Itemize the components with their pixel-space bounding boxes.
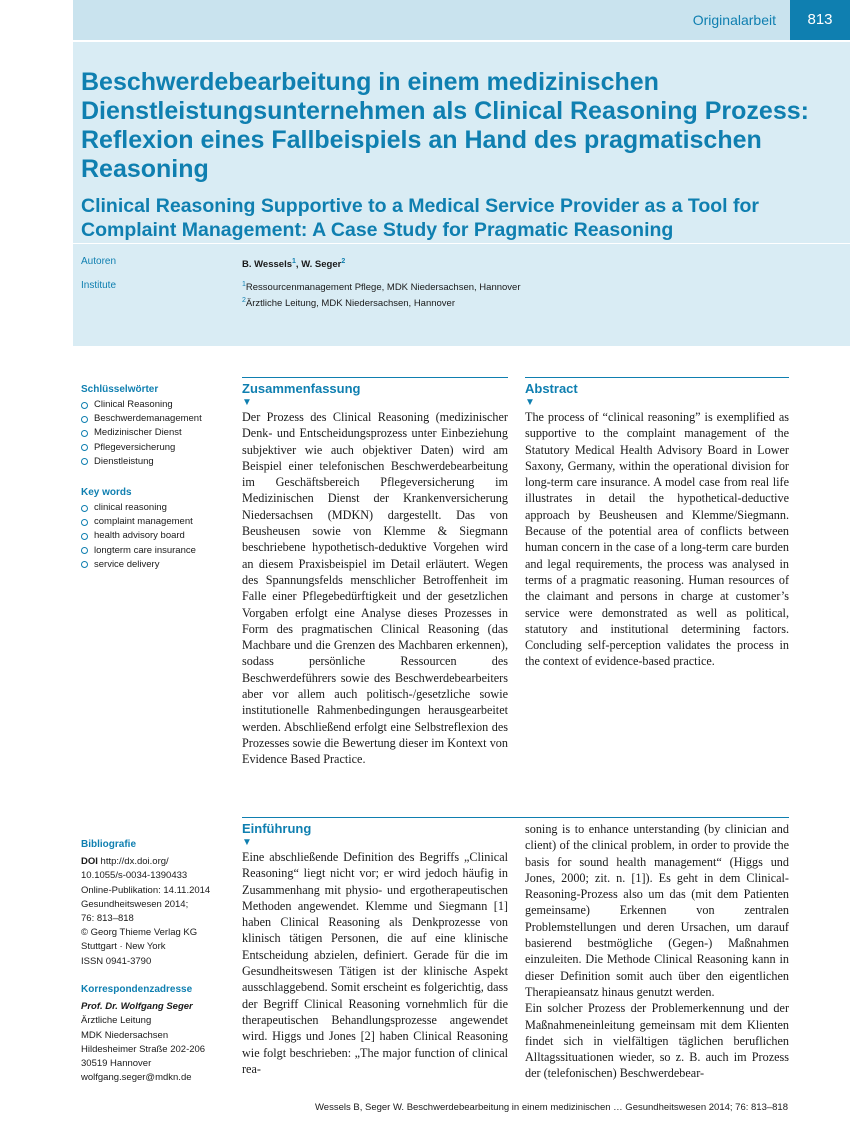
title-german: Beschwerdebearbeitung in einem medizinischen Dienstleistungsunternehmen als Clinical Reasoning Prozess: Reflexion eines Fallbeispiels an Hand des pragmatischen Reasoning: [81, 68, 809, 183]
bibliography-heading: Bibliografie: [81, 839, 137, 850]
bullet-icon: [81, 458, 88, 465]
abstract-section: [525, 381, 789, 670]
einfuehrung-col2: [525, 821, 789, 1082]
bullet-icon: [81, 547, 88, 554]
authors-label: Autoren: [81, 256, 117, 267]
einfuehrung-text-3: Ein solcher Prozess der Problemerkennung und der Maßnahmeneinleitung gemeinsam mit dem Klienten findet sich in vielfältigen täglichen beruflichen Alltagssituationen wieder, so z. B. auch im Prozess der (telefonischen) Beschwerdebear-: [525, 1001, 789, 1081]
section-rule: [242, 817, 789, 818]
keyword-item: health advisory board: [81, 529, 231, 543]
correspondence-line: Hildesheimer Straße 202-206: [81, 1043, 206, 1055]
einfuehrung-text-1: Eine abschließende Definition des Begriffs „Clinical Reasoning“ liegt nicht vor; er wird jedoch häufig in Zusammenhang mit physio- und ergotherapeutischen Methoden angewendet. Klemme und Siegmann [1] haben Clinical Reasoning als Denkprozesse von klinisch tätigen Personen, die auf eine klinische Entscheidung abzielen, definiert. Gerade für die im Gesundheitswesen Tätigen ist der klinische Aspekt ausschlaggebend. Somit erscheint es folgerichtig, dass der Begriff Clinical Reasoning vornehmlich für die therapeutischen Behandlungsprozesse angewendet wird. Higgs und Jones [2] haben Clinical Reasoning wie folgt beschrieben: „The major function of clinical rea-: [242, 850, 508, 1076]
correspondence-block: [81, 983, 231, 1085]
publisher-city: Stuttgart · New York: [81, 941, 166, 953]
einfuehrung-col1: [242, 821, 508, 1077]
correspondence-line: 30519 Hannover: [81, 1058, 152, 1070]
article-type-label: Originalarbeit: [692, 12, 776, 28]
bullet-icon: [81, 505, 88, 512]
authors-value: B. Wessels$^1$, W. Seger$^2$: [242, 258, 346, 271]
author-2: W. Seger: [301, 259, 342, 271]
page-number: 813: [790, 0, 850, 40]
correspondence-name: Prof. Dr. Wolfgang Seger: [81, 1001, 193, 1013]
keyword-item: complaint management: [81, 515, 231, 529]
correspondence-line: Ärztliche Leitung: [81, 1015, 152, 1027]
correspondence-line: MDK Niedersachsen: [81, 1029, 169, 1041]
institutes-label: Institute: [81, 280, 117, 291]
author-1: B. Wessels: [242, 259, 292, 271]
title-divider: [73, 243, 850, 244]
triangle-marker-icon: ▼: [242, 837, 252, 848]
section-rule: [525, 377, 789, 378]
triangle-marker-icon: ▼: [242, 397, 252, 408]
keywords-en-heading: Key words: [81, 487, 132, 498]
keyword-item: service delivery: [81, 558, 231, 572]
keywords-en: [81, 487, 231, 572]
bullet-icon: [81, 402, 88, 409]
keyword-item: Pflegeversicherung: [81, 441, 231, 455]
bullet-icon: [81, 561, 88, 568]
keyword-item: clinical reasoning: [81, 501, 231, 515]
doi-url[interactable]: http://dx.doi.org/: [100, 856, 169, 868]
page-footer: Wessels B, Seger W. Beschwerdebearbeitung in einem medizinischen … Gesundheitswesen 2014; 76: 813–818: [315, 1102, 788, 1113]
institute-1: Ressourcenmanagement Pflege, MDK Niedersachsen, Hannover: [245, 282, 521, 294]
correspondence-email[interactable]: wolfgang.seger@mdkn.de: [81, 1072, 192, 1084]
keywords-de: [81, 384, 231, 469]
keyword-item: Dienstleistung: [81, 455, 231, 469]
abstract-text: The process of “clinical reasoning” is exemplified as supportive to the complaint management of the Statutory Medical Health Advisory Board in Lower Saxony, Germany, within the operational division for long-term care insurance. A model case from real life illustrates in detail the hypothetical-deductive approach by Beusheusen and Klemme/Siegmann. Because of the potential area of conflicts between human concern in the case of a long-term care burden and legal requirements, the process was analysed in terms of a pragmatic reasoning. Human resources of the claimant and persons in charge at customer’s service were demonstrated as well as political, statutory and institutional determining factors. Concluding self-perception validates the process in the context of evidence-based practice.: [525, 410, 789, 669]
keyword-item: Clinical Reasoning: [81, 398, 231, 412]
doi-label: DOI: [81, 856, 98, 868]
keyword-item: Medizinischer Dienst: [81, 426, 231, 440]
copyright: © Georg Thieme Verlag KG: [81, 927, 198, 939]
section-rule: [242, 377, 508, 378]
title-english: Clinical Reasoning Supportive to a Medical Service Provider as a Tool for Complaint Management: A Case Study for Pragmatic Reasoning: [81, 195, 759, 241]
keywords-de-heading: Schlüsselwörter: [81, 384, 159, 395]
bullet-icon: [81, 430, 88, 437]
abstract-heading: Abstract: [525, 381, 578, 396]
correspondence-heading: Korrespondenzadresse: [81, 984, 193, 995]
doi-id: 10.1055/s-0034-1390433: [81, 870, 188, 882]
institute-2: Ärztliche Leitung, MDK Niedersachsen, Hannover: [245, 297, 456, 309]
bibliography-block: [81, 838, 231, 969]
online-publication: Online-Publikation: 14.11.2014: [81, 884, 211, 896]
zusammenfassung-section: [242, 381, 508, 768]
einfuehrung-heading: Einführung: [242, 821, 312, 836]
einfuehrung-text-2: soning is to enhance unterstanding (by clinician and client) of the clinical problem, in order to provide the basis for sound health management“ (Higgs und Jones, 2000; zit. n. [1]). Es geht in dem Clinical-Reasoning-Prozess also um das (mit dem Patienten gemeinsame) Erkennen von zentralen Problemstellungen und deren Ursachen, um darauf basierend bestmögliche (Gegen-) Maßnahmen einzuleiten. Die Methode Clinical Reasoning kann in dieser Definition somit auch über den eigentlichen Therapieansatz hinaus genutzt werden.: [525, 822, 789, 999]
bullet-icon: [81, 444, 88, 451]
bullet-icon: [81, 533, 88, 540]
pages: 76: 813–818: [81, 913, 134, 925]
bullet-icon: [81, 416, 88, 423]
issn: ISSN 0941-3790: [81, 955, 152, 967]
journal: Gesundheitswesen 2014;: [81, 898, 189, 910]
keyword-item: longterm care insurance: [81, 544, 231, 558]
keyword-item: Beschwerdemanagement: [81, 412, 231, 426]
zusammenfassung-heading: Zusammenfassung: [242, 381, 361, 396]
triangle-marker-icon: ▼: [525, 397, 535, 408]
zusammenfassung-text: Der Prozess des Clinical Reasoning (medizinischer Denk- und Entscheidungsprozess unter Einbeziehung subjektiver wie auch objektiver Daten) wird am Beispiel einer telefonischen Beschwerdebearbeitung im Geschäftsbereich Pflegeversicherung im Medizinischen Dienst der Krankenversicherung Niedersachsen (MDKN) dargestellt. Das von Beusheusen sowie von Klemme & Siegmann beschriebene hypothetisch-deduktive Vorgehen wird an diesem Praxisbeispiel im Detail erläutert. Wegen des Spannungsfelds menschlicher Betroffenheit im Falle einer Pflegebedürftigkeit und der gesetzlichen Vorgaben erfolgt eine Analyse dieses Prozesses in Form des pragmatischen Clinical Reasoning (das Machbare und die Grenzen des Machbaren erkennen), sodass persönliche Ressourcen des Beschwerdeführers sowie des Beschwerdebearbeiters aber vor allem auch politisch-/gesetzliche sowie institutionelle Rahmenbedingungen herausgearbeitet werden. Abschließend erfolgt eine Selbstreflexion des Prozesses sowie die Bewertung dieser im Kontext von Evidence Based Practice.: [242, 410, 508, 767]
bullet-icon: [81, 519, 88, 526]
institutes-value: $^1$Ressourcenmanagement Pflege, MDK Niedersachsen, Hannover $^2$Ärztliche Leitung, MDK Niedersachsen, Hannover: [242, 281, 521, 309]
